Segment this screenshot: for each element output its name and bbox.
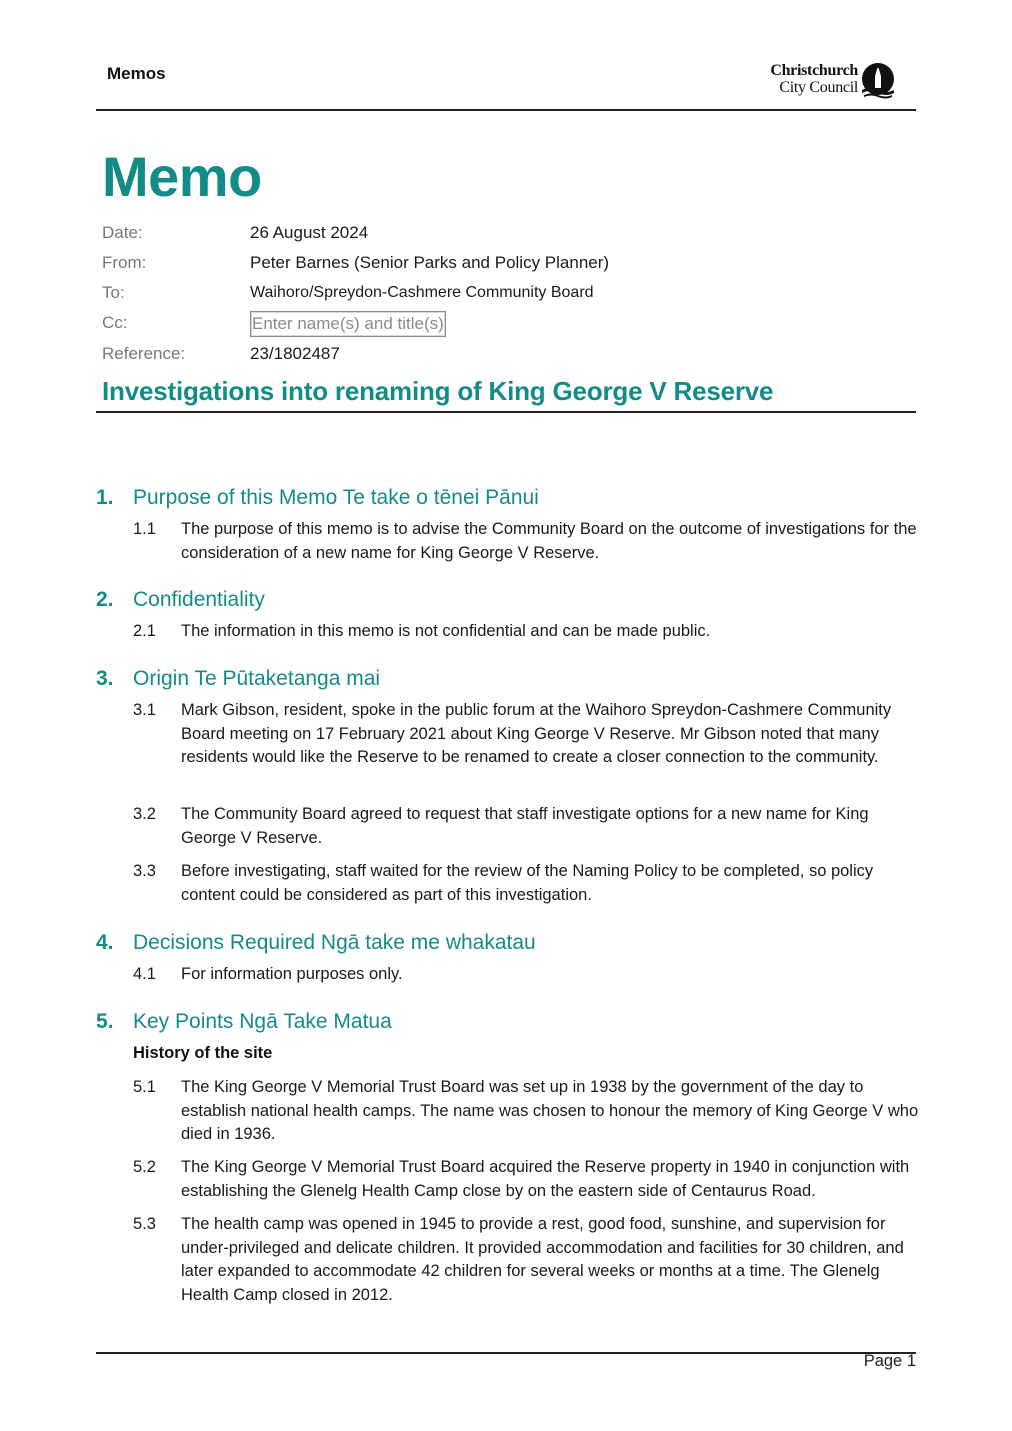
reference-value: 23/1802487 — [250, 344, 340, 363]
paragraph — [133, 1156, 923, 1203]
section-heading — [96, 1008, 392, 1036]
to-label: To: — [102, 283, 125, 302]
from-label: From: — [102, 253, 147, 272]
section-subheading: History of the site — [133, 1044, 273, 1062]
section-title: Key Points Ngā Take Matua — [133, 1010, 392, 1033]
cathedral-icon — [859, 62, 897, 100]
page-number: Page 1 — [863, 1352, 916, 1370]
from-value: Peter Barnes (Senior Parks and Policy Planner) — [250, 253, 610, 272]
section-title: Confidentiality — [133, 588, 265, 611]
paragraph-number: 5.3 — [133, 1215, 156, 1233]
section-title: Origin Te Pūtaketanga mai — [133, 667, 381, 690]
section-heading — [96, 586, 265, 614]
paragraph — [133, 963, 923, 987]
subject-divider — [96, 411, 916, 413]
section-heading — [96, 929, 536, 957]
paragraph-text: The information in this memo is not confidential and can be made public. — [181, 622, 711, 640]
logo-text — [746, 62, 858, 96]
paragraph-text: Mark Gibson, resident, spoke in the public forum at the Waihoro Spreydon-Cashmere Community Board meeting on 17 February 2021 about King George V Reserve. Mr Gibson noted that many residents would like the Reserve to be renamed to create a closer connection to the community. — [181, 701, 892, 766]
logo-line-2: City Council — [779, 79, 858, 96]
council-logo — [746, 62, 900, 100]
memo-subject: Investigations into renaming of King George V Reserve — [102, 376, 774, 406]
paragraph-text: For information purposes only. — [181, 965, 403, 983]
to-value: Waihoro/Spreydon-Cashmere Community Board — [250, 284, 594, 301]
logo-line-1: Christchurch — [770, 62, 858, 79]
paragraph-number: 2.1 — [133, 622, 156, 640]
paragraph-number: 5.1 — [133, 1078, 156, 1096]
paragraph — [133, 803, 923, 850]
paragraph-number: 1.1 — [133, 520, 156, 538]
paragraph — [133, 518, 923, 565]
paragraph-number: 3.1 — [133, 701, 156, 719]
cc-field[interactable]: Enter name(s) and title(s) — [250, 311, 446, 337]
section-number: 1. — [96, 486, 114, 509]
section-heading — [96, 665, 380, 693]
paragraph-text: The King George V Memorial Trust Board acquired the Reserve property in 1940 in conjunction with establishing the Glenelg Health Camp close by on the eastern side of Centaurus Road. — [181, 1158, 910, 1200]
header-divider — [96, 109, 916, 111]
paragraph-text: The King George V Memorial Trust Board was set up in 1938 by the government of the day to establish national health camps. The name was chosen to honour the memory of King George V who died in 1936. — [181, 1078, 919, 1143]
paragraph — [133, 1213, 923, 1307]
section-number: 4. — [96, 931, 114, 954]
section-title: Decisions Required Ngā take me whakatau — [133, 931, 536, 954]
reference-label: Reference: — [102, 344, 186, 363]
header-section-label: Memos — [107, 64, 166, 83]
paragraph — [133, 860, 923, 907]
paragraph-text: Before investigating, staff waited for the review of the Naming Policy to be completed, so policy content could be considered as part of this investigation. — [181, 862, 874, 904]
cc-label: Cc: — [102, 313, 128, 332]
paragraph — [133, 699, 923, 770]
section-number: 2. — [96, 588, 114, 611]
paragraph — [133, 1076, 923, 1147]
section-number: 5. — [96, 1010, 114, 1033]
paragraph-text: The purpose of this memo is to advise the Community Board on the outcome of investigations for the consideration of a new name for King George V Reserve. — [181, 520, 917, 562]
paragraph-number: 3.2 — [133, 805, 156, 823]
section-number: 3. — [96, 667, 114, 690]
date-label: Date: — [102, 223, 143, 242]
section-title: Purpose of this Memo Te take o tēnei Pānui — [133, 486, 539, 509]
paragraph — [133, 620, 923, 644]
paragraph-text: The Community Board agreed to request that staff investigate options for a new name for King George V Reserve. — [181, 805, 869, 847]
section-heading — [96, 484, 539, 512]
paragraph-number: 3.3 — [133, 862, 156, 880]
page-title: Memo — [102, 145, 262, 208]
footer-divider — [96, 1352, 916, 1354]
paragraph-text: The health camp was opened in 1945 to provide a rest, good food, sunshine, and supervision for under-privileged and delicate children. It provided accommodation and facilities for 30 children, and later expanded to accommodate 42 children for several weeks or months at a time. The Glenelg Health Camp closed in 2012. — [181, 1215, 904, 1304]
paragraph-number: 5.2 — [133, 1158, 156, 1176]
date-value: 26 August 2024 — [250, 223, 369, 242]
paragraph-number: 4.1 — [133, 965, 156, 983]
